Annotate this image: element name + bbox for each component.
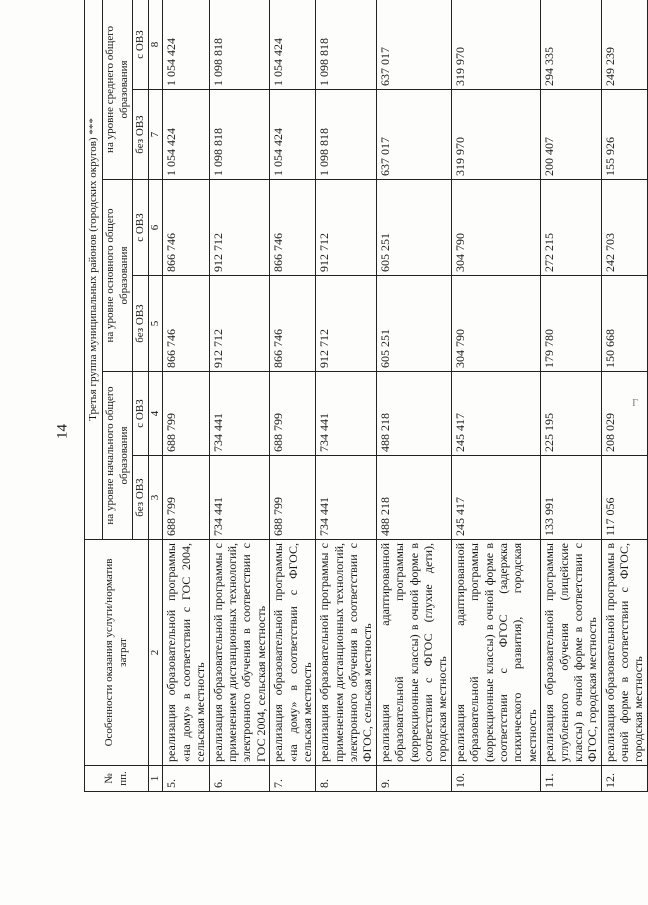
header-description: Особенности оказания услуги/норматив затрат: [85, 540, 149, 766]
header-number: № пп.: [85, 766, 149, 792]
cost-value: 912 712: [209, 276, 270, 372]
row-description: реализация образовательной программы «на дому» в соответствии с ГОС 2004, сельская местность: [163, 540, 209, 766]
cost-value: 488 218: [376, 456, 451, 540]
table-row: [601, 0, 647, 792]
column-index: 6: [149, 180, 163, 276]
cost-value: 133 991: [541, 456, 602, 540]
cost-value: 1 054 424: [163, 90, 209, 180]
row-number: 12.: [601, 766, 647, 792]
cost-value: 1 098 818: [316, 90, 377, 180]
cost-value: 912 712: [316, 276, 377, 372]
cost-value: 150 668: [601, 276, 647, 372]
cost-value: 304 790: [451, 276, 540, 372]
cost-value: 866 746: [270, 276, 316, 372]
header-with-ovz: с ОВЗ: [133, 180, 149, 276]
row-description: реализация образовательной программы углубленного обучения (лицейские классы) в очной форме в соответствии с ФГОС, городская местность: [541, 540, 602, 766]
column-index: 2: [149, 540, 163, 766]
rotated-table-frame: [84, 0, 646, 792]
cost-value: 319 970: [451, 90, 540, 180]
cost-value: 319 970: [451, 0, 540, 90]
table-row: [541, 0, 602, 792]
cost-value: 1 054 424: [270, 0, 316, 90]
cost-value: 1 054 424: [163, 0, 209, 90]
column-index: 3: [149, 456, 163, 540]
edge-mark: Г: [632, 398, 638, 409]
row-number: 7.: [270, 766, 316, 792]
cost-value: 637 017: [376, 90, 451, 180]
table-row: [316, 0, 377, 792]
column-index: 8: [149, 0, 163, 90]
cost-value: 249 239: [601, 0, 647, 90]
row-number: 10.: [451, 766, 540, 792]
table-row: [209, 0, 270, 792]
cost-value: 1 098 818: [316, 0, 377, 90]
header-with-ovz: с ОВЗ: [133, 372, 149, 456]
row-description: реализация образовательной программы с применением дистанционных технологий, электронного обучения в соответствии с ГОС 2004, сельская местность: [209, 540, 270, 766]
cost-value: 637 017: [376, 0, 451, 90]
row-number: 11.: [541, 766, 602, 792]
cost-value: 866 746: [163, 180, 209, 276]
header-group: Третья группа муниципальных районов (городских округов) ***: [85, 0, 103, 540]
cost-value: 294 335: [541, 0, 602, 90]
header-without-ovz: без ОВЗ: [133, 276, 149, 372]
row-description: реализация адаптированной образовательной программы (коррекционные классы) в очной форме в соответствии с ФГОС (задержка психического развития), городская местность: [451, 540, 540, 766]
cost-value: 912 712: [209, 180, 270, 276]
cost-value: 605 251: [376, 276, 451, 372]
header-level-primary: на уровне начального общего образования: [103, 372, 133, 540]
rotated-table-area: [84, 0, 646, 905]
cost-value: 734 441: [316, 372, 377, 456]
column-index: 5: [149, 276, 163, 372]
cost-value: 200 407: [541, 90, 602, 180]
cost-value: 488 218: [376, 372, 451, 456]
row-number: 9.: [376, 766, 451, 792]
cost-value: 734 441: [209, 456, 270, 540]
column-index: 1: [149, 766, 163, 792]
table-row: [163, 0, 209, 792]
cost-value: 1 098 818: [209, 90, 270, 180]
row-number: 5.: [163, 766, 209, 792]
cost-value: 688 799: [163, 456, 209, 540]
header-without-ovz: без ОВЗ: [133, 456, 149, 540]
column-index: 7: [149, 90, 163, 180]
cost-value: 179 780: [541, 276, 602, 372]
header-with-ovz: с ОВЗ: [133, 0, 149, 90]
cost-value: 866 746: [270, 180, 316, 276]
cost-value: 272 215: [541, 180, 602, 276]
cost-value: 688 799: [163, 372, 209, 456]
cost-value: 155 926: [601, 90, 647, 180]
cost-value: 245 417: [451, 372, 540, 456]
cost-value: 245 417: [451, 456, 540, 540]
page-number: 14: [54, 424, 71, 439]
row-description: реализация образовательной программы «на дому» в соответствии с ФГОС, сельская местность: [270, 540, 316, 766]
row-description: реализация образовательной программы в очной форме в соответствии с ФГОС, городская местность: [601, 540, 647, 766]
row-number: 6.: [209, 766, 270, 792]
cost-value: 912 712: [316, 180, 377, 276]
header-level-basic: на уровне основного общего образования: [103, 180, 133, 372]
cost-value: 304 790: [451, 180, 540, 276]
header-without-ovz: без ОВЗ: [133, 90, 149, 180]
cost-value: 688 799: [270, 456, 316, 540]
table-row: [376, 0, 451, 792]
row-description: реализация образовательной программы с применением дистанционных технологий, электронного обучения в соответствии с ФГОС, сельская местность: [316, 540, 377, 766]
cost-value: 1 054 424: [270, 90, 316, 180]
cost-value: 688 799: [270, 372, 316, 456]
table-row: [270, 0, 316, 792]
cost-value: 1 098 818: [209, 0, 270, 90]
row-number: 8.: [316, 766, 377, 792]
cost-value: 866 746: [163, 276, 209, 372]
cost-value: 734 441: [209, 372, 270, 456]
header-level-secondary: на уровне среднего общего образования: [103, 0, 133, 180]
column-index: 4: [149, 372, 163, 456]
row-description: реализация адаптированной образовательной программы (коррекционные классы) в очной форме в соответствии с ФГОС (глухие дети), городская местность: [376, 540, 451, 766]
table-row: [451, 0, 540, 792]
table-body: [163, 0, 648, 792]
cost-value: 734 441: [316, 456, 377, 540]
cost-value: 242 703: [601, 180, 647, 276]
cost-norms-table: [84, 0, 648, 792]
cost-value: 117 056: [601, 456, 647, 540]
cost-value: 225 195: [541, 372, 602, 456]
cost-value: 208 029: [601, 372, 647, 456]
cost-value: 605 251: [376, 180, 451, 276]
